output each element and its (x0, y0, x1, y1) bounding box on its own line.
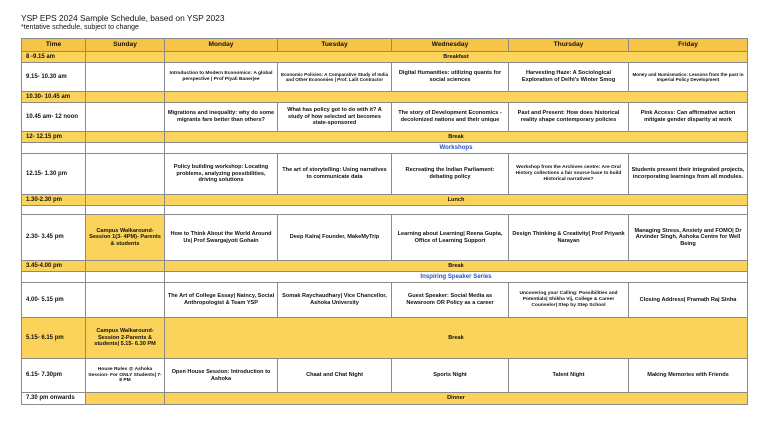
empty-span-cell (165, 206, 748, 215)
breakfast-span-cell: Breakfast (165, 52, 748, 63)
empty-span-cell (165, 92, 748, 103)
column-header-time: Time (22, 39, 86, 52)
table-row (22, 272, 748, 283)
column-header-monday: Monday (165, 39, 278, 52)
empty-cell (86, 393, 165, 405)
session-cell: Introduction to Modern Economics: A global perspective | Prof Piyali Banerjee (165, 63, 278, 92)
workshops-heading: Workshops (165, 143, 748, 154)
session-cell: What has policy got to do with it? A study of how selected art becomes state-sponsored (278, 103, 392, 132)
column-header-tuesday: Tuesday (278, 39, 392, 52)
time-cell: 5.15- 6.15 pm (22, 318, 86, 359)
column-header-sunday: Sunday (86, 39, 165, 52)
column-header-wednesday: Wednesday (392, 39, 509, 52)
empty-cell (86, 103, 165, 132)
time-cell: 1.30-2.30 pm (22, 195, 86, 206)
session-cell: Uncovering your Calling: Possibilities and Potentials| Shikha Vij, College & Career Counselor| Step by Step School (509, 283, 629, 318)
time-cell: 8 -9.15 am (22, 52, 86, 63)
time-cell: 10.30- 10.45 am (22, 92, 86, 103)
table-row (22, 359, 748, 393)
empty-cell (86, 63, 165, 92)
session-cell: Pink Access: Can affirmative action mitigate gender disparity at work (629, 103, 748, 132)
session-cell: Guest Speaker: Social Media as Newsroom OR Policy as a career (392, 283, 509, 318)
session-cell: Economic Policies: A Comparative Study of India and Other Economies | Prof. Lalit Contractor (278, 63, 392, 92)
table-row (22, 261, 748, 272)
table-row (22, 154, 748, 195)
table-row (22, 63, 748, 92)
dinner-span-cell: Dinner (165, 393, 748, 405)
empty-cell (86, 52, 165, 63)
schedule-subtitle: *tentative schedule, subject to change (21, 24, 139, 31)
header-row (22, 39, 748, 52)
session-cell: Open House Session: Introduction to Ashoka (165, 359, 278, 393)
empty-cell (86, 132, 165, 143)
table-row (22, 92, 748, 103)
session-cell: Policy building workshop: Locating problems, analyzing possibilities, driving solutions (165, 154, 278, 195)
empty-cell (86, 272, 165, 283)
empty-cell (86, 154, 165, 195)
break-span-cell: Break (165, 132, 748, 143)
session-cell: Workshop from the Archives centre: Are Oral History collections a fair source base to build Historical narratives? (509, 154, 629, 195)
session-cell: Design Thinking & Creativity| Prof Priyank Narayan (509, 215, 629, 261)
empty-cell (22, 272, 86, 283)
time-cell: 4.00- 5.15 pm (22, 283, 86, 318)
schedule-title: YSP EPS 2024 Sample Schedule, based on YSP 2023 (21, 13, 225, 23)
session-cell: Past and Present: How does historical reality shape contemporary policies (509, 103, 629, 132)
sunday-event-cell: Campus Walkaround- Session 2-Parents & students| 5.15- 6.30 PM (86, 318, 165, 359)
sunday-event-cell: Campus Walkaround- Session 1(3- 4PM)- Parents & students (86, 215, 165, 261)
table-row (22, 393, 748, 405)
empty-cell (86, 283, 165, 318)
session-cell: Harvesting Haze: A Sociological Exploration of Delhi's Winter Smog (509, 63, 629, 92)
table-row (22, 195, 748, 206)
empty-cell (86, 195, 165, 206)
time-cell: 12- 12.15 pm (22, 132, 86, 143)
session-cell: Learning about Learning| Reena Gupta, Office of Learning Support (392, 215, 509, 261)
session-cell: Recreating the Indian Parliament: debating policy (392, 154, 509, 195)
session-cell: Making Memories with Friends (629, 359, 748, 393)
time-cell: 3.45-4.00 pm (22, 261, 86, 272)
empty-cell (22, 143, 86, 154)
session-cell: Migrations and inequality: why do some migrants fare better than others? (165, 103, 278, 132)
time-cell: 7.30 pm onwards (22, 393, 86, 405)
table-row (22, 283, 748, 318)
empty-cell (86, 206, 165, 215)
table-row (22, 103, 748, 132)
session-cell: Deep Kalra| Founder, MakeMyTrip (278, 215, 392, 261)
speaker-series-heading: Inspiring Speaker Series (165, 272, 748, 283)
session-cell: Sports Night (392, 359, 509, 393)
schedule-table (21, 38, 748, 405)
session-cell: Chaat and Chat Night (278, 359, 392, 393)
table-row (22, 52, 748, 63)
empty-cell (86, 261, 165, 272)
break-span-cell: Break (165, 261, 748, 272)
time-cell: 12.15- 1.30 pm (22, 154, 86, 195)
empty-cell (86, 92, 165, 103)
session-cell: How to Think About the World Around Us| Prof Swargajyoti Gohain (165, 215, 278, 261)
column-header-friday: Friday (629, 39, 748, 52)
table-row (22, 206, 748, 215)
session-cell: Digital Humanities: utilizing quants for social sciences (392, 63, 509, 92)
session-cell: Money and Numismatics: Lessons from the past in Imperial Policy Development (629, 63, 748, 92)
session-cell: The Art of College Essay| Naincy, Social Anthropologist & Team YSP (165, 283, 278, 318)
empty-cell (86, 143, 165, 154)
time-cell: 2.30- 3.45 pm (22, 215, 86, 261)
table-row (22, 143, 748, 154)
break-span-cell: Break (165, 318, 748, 359)
session-cell: The art of storytelling: Using narratives to communicate data (278, 154, 392, 195)
session-cell: Managing Stress, Anxiety and FOMO| Dr Arvinder Singh, Ashoka Centre for Well Being (629, 215, 748, 261)
session-cell: Somak Raychaudhary| Vice Chancellor, Ashoka University (278, 283, 392, 318)
time-cell: 9.15- 10.30 am (22, 63, 86, 92)
table-row (22, 318, 748, 359)
session-cell: Talent Night (509, 359, 629, 393)
time-cell: 6.15- 7.30pm (22, 359, 86, 393)
table-row (22, 132, 748, 143)
table-row (22, 215, 748, 261)
session-cell: Closing Address| Pramath Raj Sinha (629, 283, 748, 318)
session-cell: Students present their integrated projects, incorporating learnings from all modules. (629, 154, 748, 195)
column-header-thursday: Thursday (509, 39, 629, 52)
empty-cell (22, 206, 86, 215)
lunch-span-cell: Lunch (165, 195, 748, 206)
sunday-event-cell: House Rules @ Ashoka Session- For ONLY Students| 7- 8 PM (86, 359, 165, 393)
session-cell: The story of Development Economics - decolonized nations and their unique (392, 103, 509, 132)
time-cell: 10.45 am- 12 noon (22, 103, 86, 132)
